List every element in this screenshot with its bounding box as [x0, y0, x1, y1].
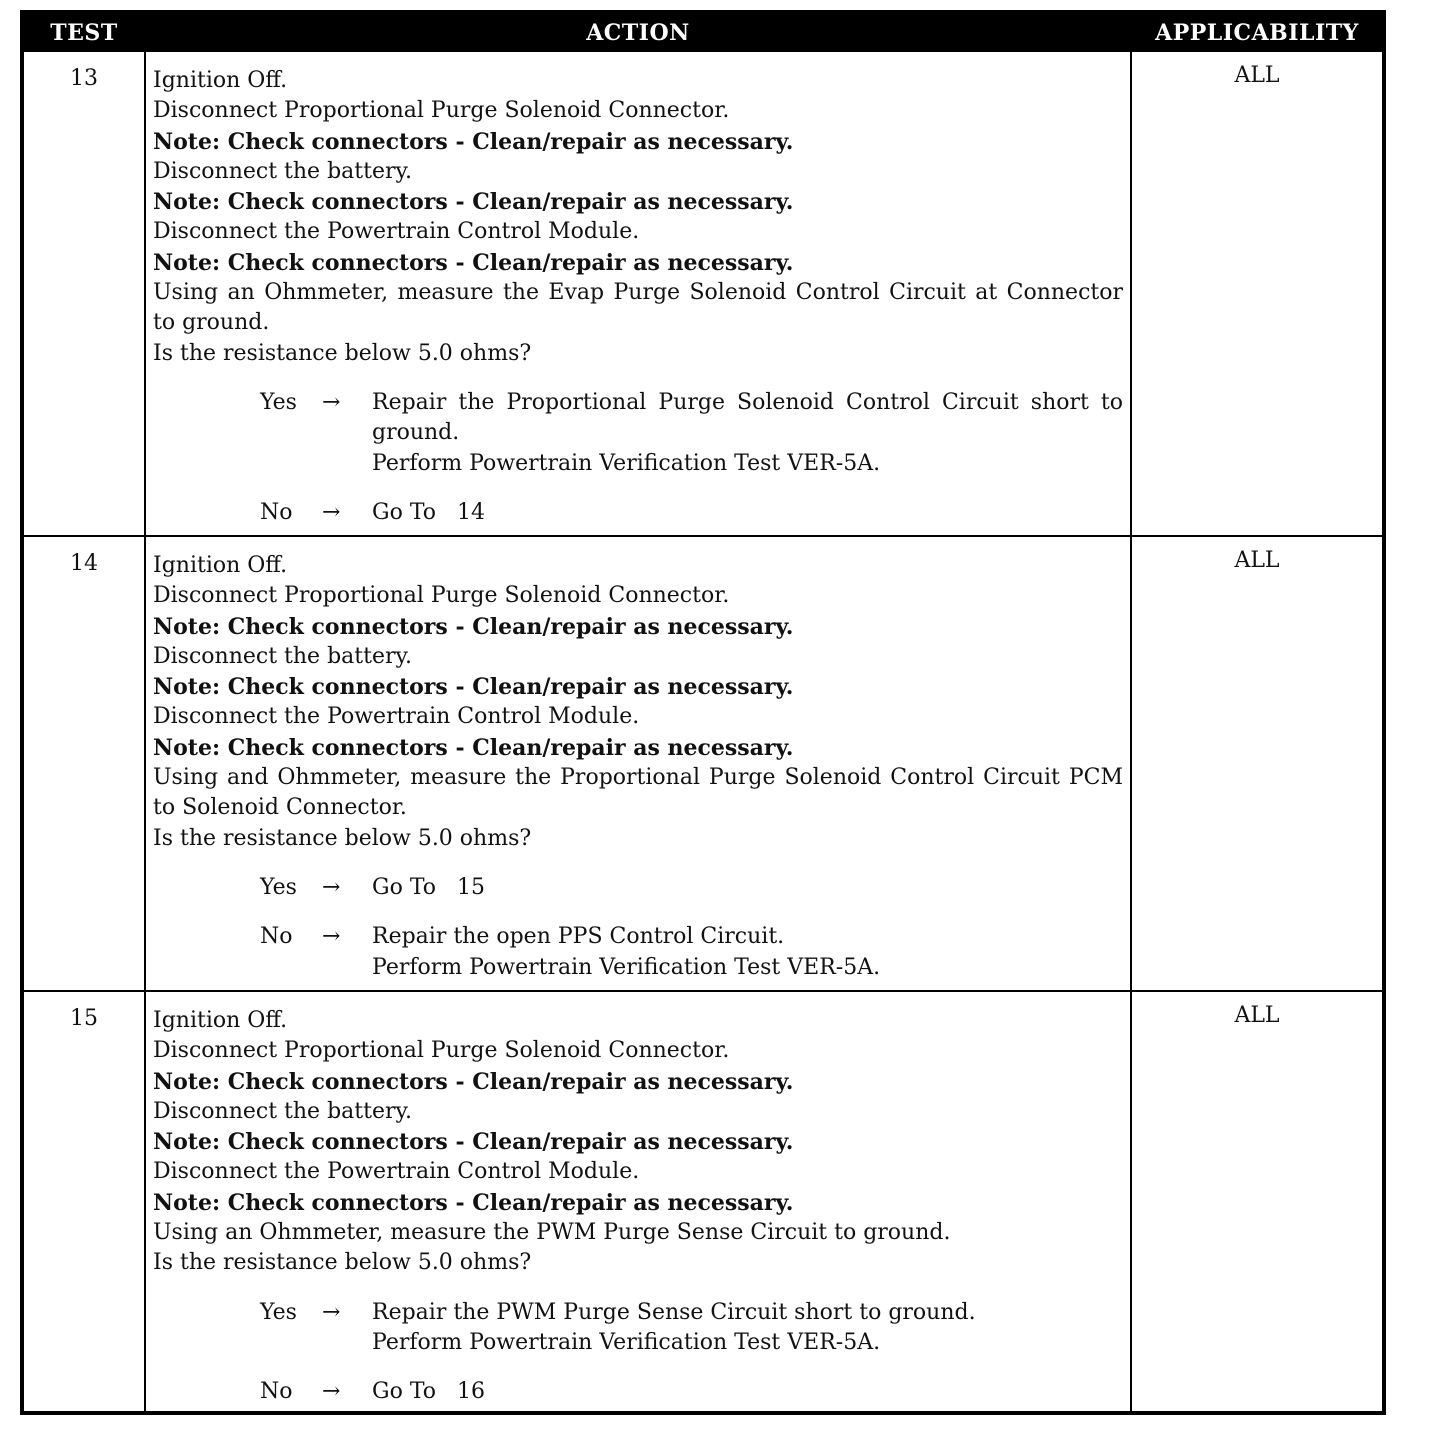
step: Using and Ohmmeter, measure the Proportional Purge Solenoid Control Circuit PCM to Solenoid Connector. — [153, 765, 1123, 821]
arrow-right-icon: → — [322, 1299, 341, 1325]
step: Disconnect Proportional Purge Solenoid Connector. — [153, 1038, 730, 1064]
step: Ignition Off. — [153, 1008, 288, 1033]
table-header — [24, 14, 1382, 52]
action-cell — [153, 66, 1123, 528]
header-action: ACTION — [586, 20, 690, 46]
step: Disconnect the Powertrain Control Module. — [153, 704, 640, 730]
arrow-right-icon: → — [322, 924, 341, 950]
table-row — [24, 990, 1382, 1411]
step: Disconnect the Powertrain Control Module. — [153, 219, 640, 245]
step: Disconnect the battery. — [153, 1098, 412, 1124]
yes-outcome — [260, 388, 1123, 479]
yes-text-2: Perform Powertrain Verification Test VER-5A. — [372, 450, 881, 476]
no-outcome — [260, 1377, 1123, 1407]
table-row — [24, 52, 1382, 535]
step: Disconnect Proportional Purge Solenoid Connector. — [153, 583, 730, 609]
question: Is the resistance below 5.0 ohms? — [153, 825, 532, 851]
yes-label: Yes — [260, 874, 297, 900]
note: Note: Check connectors - Clean/repair as necessary. — [153, 674, 794, 701]
no-text: Go To 14 — [372, 499, 485, 525]
step: Disconnect the battery. — [153, 643, 412, 669]
note: Note: Check connectors - Clean/repair as necessary. — [153, 189, 794, 216]
no-text-2: Perform Powertrain Verification Test VER-5A. — [372, 954, 881, 980]
yes-text: Go To 15 — [372, 874, 485, 900]
step: Ignition Off. — [153, 553, 288, 578]
yes-outcome — [260, 873, 1123, 903]
arrow-right-icon: → — [322, 1379, 341, 1405]
arrow-right-icon: → — [322, 874, 341, 900]
arrow-right-icon: → — [322, 499, 341, 525]
test-number: 13 — [70, 66, 98, 91]
step: Using an Ohmmeter, measure the PWM Purge Sense Circuit to ground. — [153, 1220, 951, 1246]
test-number: 14 — [70, 551, 98, 576]
action-cell — [153, 551, 1123, 983]
question: Is the resistance below 5.0 ohms? — [153, 1250, 532, 1276]
no-outcome — [260, 498, 1123, 528]
note: Note: Check connectors - Clean/repair as necessary. — [153, 613, 794, 640]
yes-outcome — [260, 1298, 1123, 1359]
applicability-value: ALL — [1234, 63, 1280, 88]
note: Note: Check connectors - Clean/repair as necessary. — [153, 1189, 794, 1216]
diagnostic-table — [20, 10, 1386, 1415]
applicability-value: ALL — [1234, 1003, 1280, 1028]
no-label: No — [260, 499, 293, 525]
note: Note: Check connectors - Clean/repair as necessary. — [153, 1129, 794, 1156]
applicability-value: ALL — [1234, 548, 1280, 573]
no-outcome — [260, 922, 1123, 983]
note: Note: Check connectors - Clean/repair as necessary. — [153, 128, 794, 155]
header-applicability: APPLICABILITY — [1155, 20, 1359, 46]
yes-text-2: Perform Powertrain Verification Test VER-5A. — [372, 1329, 881, 1355]
header-test: TEST — [50, 20, 118, 46]
note: Note: Check connectors - Clean/repair as necessary. — [153, 734, 794, 761]
step: Using an Ohmmeter, measure the Evap Purge Solenoid Control Circuit at Connector to ground. — [153, 280, 1123, 336]
step: Ignition Off. — [153, 68, 288, 93]
question: Is the resistance below 5.0 ohms? — [153, 340, 532, 366]
yes-label: Yes — [260, 1299, 297, 1325]
note: Note: Check connectors - Clean/repair as necessary. — [153, 1068, 794, 1095]
arrow-right-icon: → — [322, 389, 341, 415]
no-text: Repair the open PPS Control Circuit. — [372, 924, 785, 950]
no-label: No — [260, 1379, 293, 1405]
no-text: Go To 16 — [372, 1379, 485, 1405]
yes-label: Yes — [260, 389, 297, 415]
step: Disconnect the battery. — [153, 158, 412, 184]
yes-text: Repair the PWM Purge Sense Circuit short to ground. — [372, 1299, 976, 1325]
yes-text: Repair the Proportional Purge Solenoid Control Circuit short to ground. — [372, 389, 1123, 446]
action-cell — [153, 1006, 1123, 1408]
table-row — [24, 535, 1382, 990]
test-number: 15 — [70, 1006, 98, 1031]
no-label: No — [260, 924, 293, 950]
step: Disconnect Proportional Purge Solenoid Connector. — [153, 98, 730, 124]
step: Disconnect the Powertrain Control Module. — [153, 1159, 640, 1185]
note: Note: Check connectors - Clean/repair as necessary. — [153, 249, 794, 276]
